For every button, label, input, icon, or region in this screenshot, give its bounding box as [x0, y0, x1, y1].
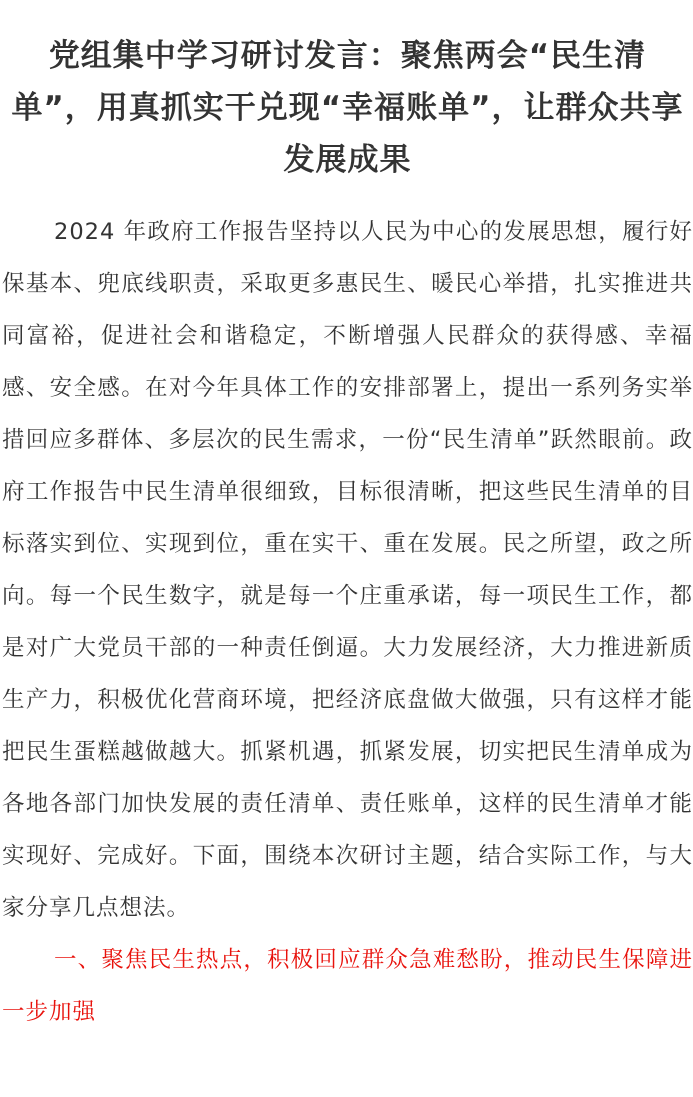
section-heading-1: 一、聚焦民生热点，积极回应群众急难愁盼，推动民生保障进一步加强 [2, 947, 693, 1025]
intro-paragraph: 2024 年政府工作报告坚持以人民为中心的发展思想，履行好保基本、兜底线职责，采取更多惠民生、暖民心举措，扎实推进共同富裕，促进社会和谐稳定，不断增强人民群众的获得感、幸福感、安全感。在对今年具体工作的安排部署上，提出一系列务实举措回应多群体、多层次的民生需求，一份“民生清单”跃然眼前。政府工作报告中民生清单很细致，目标很清晰，把这些民生清单的目标落实到位、实现到位，重在实干、重在发展。民之所望，政之所向。每一个民生数字，就是每一个庄重承诺，每一项民生工作，都是对广大党员干部的一种责任倒逼。大力发展经济，大力推进新质生产力，积极优化营商环境，把经济底盘做大做强，只有这样才能把民生蛋糕越做越大。抓紧机遇，抓紧发展，切实把民生清单成为各地各部门加快发展的责任清单、责任账单，这样的民生清单才能实现好、完成好。下面，围绕本次研讨主题，结合实际工作，与大家分享几点想法。 [2, 219, 693, 921]
article-title: 党组集中学习研讨发言：聚焦两会“民生清单”，用真抓实干兑现“幸福账单”，让群众共享发展成果 [11, 38, 684, 178]
